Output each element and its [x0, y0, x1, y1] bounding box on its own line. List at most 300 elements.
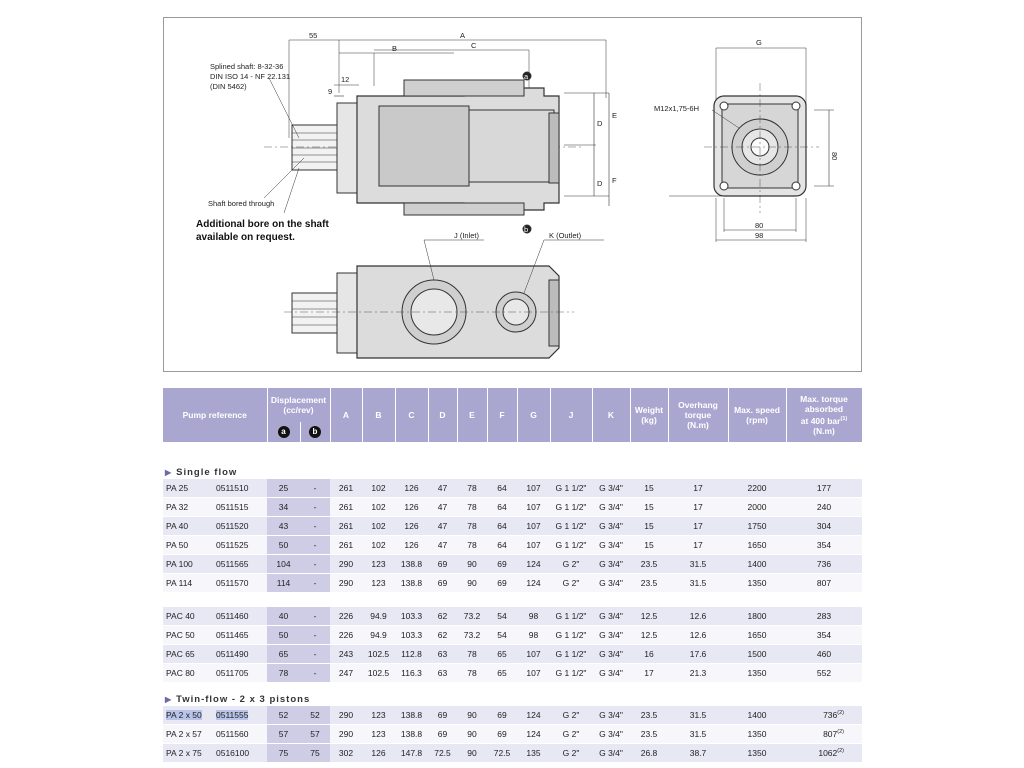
cell-e — [457, 498, 487, 517]
cell-k — [592, 706, 630, 725]
cell-value: 1500 — [747, 649, 767, 659]
cell-f — [487, 626, 517, 645]
cell-model — [163, 706, 213, 725]
cell-disp-a — [267, 607, 300, 626]
cell-value: 123 — [371, 559, 386, 569]
cell-value: 15 — [644, 540, 654, 550]
cell-k — [592, 744, 630, 763]
cell-value: 23.5 — [640, 578, 658, 588]
header-overhang-torque — [668, 388, 728, 442]
cell-max-speed — [728, 706, 786, 725]
cell-value: 1650 — [747, 540, 767, 550]
cell-value: 736 — [823, 710, 838, 720]
cell-value: 124 — [526, 578, 541, 588]
cell-code — [213, 574, 267, 593]
header-displacement-unit: (cc/rev) — [283, 405, 314, 415]
pump-spec-table — [163, 388, 863, 763]
cell-b — [362, 645, 395, 664]
cell-c — [395, 744, 428, 763]
cell-weight — [630, 479, 668, 498]
cell-value: PA 25 — [166, 483, 189, 493]
cell-max-torque — [786, 574, 862, 593]
cell-f — [487, 664, 517, 683]
cell-max-speed — [728, 536, 786, 555]
cell-value: PA 2 x 57 — [166, 729, 202, 739]
section-single-flow — [163, 456, 862, 479]
cell-max-speed — [728, 645, 786, 664]
cell-max-torque — [786, 626, 862, 645]
cell-max-speed — [728, 725, 786, 744]
cell-value: 123 — [371, 578, 386, 588]
cell-value: 102 — [371, 540, 386, 550]
cell-d — [428, 498, 457, 517]
cell-e — [457, 725, 487, 744]
cell-j — [550, 555, 592, 574]
cell-overhang-torque — [668, 645, 728, 664]
cell-disp-b — [300, 555, 330, 574]
cell-c — [395, 725, 428, 744]
cell-value: 98 — [528, 630, 539, 640]
cell-disp-a — [267, 498, 300, 517]
cell-d — [428, 479, 457, 498]
cell-c — [395, 607, 428, 626]
cell-b — [362, 555, 395, 574]
footnote-marker: (2) — [837, 748, 844, 755]
dim-9-label: 9 — [328, 87, 333, 96]
cell-d — [428, 626, 457, 645]
cell-value: 552 — [816, 668, 832, 678]
cell-disp-b — [300, 517, 330, 536]
header-f: F — [487, 388, 517, 442]
cell-disp-b — [300, 664, 330, 683]
cell-j — [550, 607, 592, 626]
section-twin-flow — [163, 683, 862, 706]
cell-value: G 1 1/2" — [555, 668, 587, 678]
cell-max-torque — [786, 555, 862, 574]
cell-value: 21.3 — [689, 668, 707, 678]
cell-value: G 2" — [562, 729, 580, 739]
cell-model — [163, 536, 213, 555]
cell-j — [550, 706, 592, 725]
cell-value: G 2" — [562, 748, 580, 758]
cell-value: 147.8 — [400, 748, 423, 758]
cell-overhang-torque — [668, 607, 728, 626]
cell-value: 23.5 — [640, 710, 658, 720]
cell-value: 47 — [437, 521, 448, 531]
cell-c — [395, 645, 428, 664]
technical-drawing — [163, 17, 862, 372]
cell-value: 69 — [497, 729, 507, 739]
port-a-marker: a — [524, 72, 529, 81]
dim-e-label: E — [612, 111, 618, 120]
cell-value: 0511525 — [216, 540, 249, 550]
cell-value: 103.3 — [400, 611, 423, 621]
cell-value: 0511465 — [216, 630, 249, 640]
cell-disp-b — [300, 536, 330, 555]
cell-value: 104 — [276, 559, 291, 569]
cell-value: 90 — [467, 748, 477, 758]
cell-value: 78 — [278, 668, 289, 678]
cell-overhang-torque — [668, 744, 728, 763]
cell-value: 0511515 — [216, 502, 249, 512]
cell-b — [362, 536, 395, 555]
cell-weight — [630, 725, 668, 744]
cell-disp-b — [300, 574, 330, 593]
cell-b — [362, 744, 395, 763]
cell-f — [487, 725, 517, 744]
cell-model — [163, 664, 213, 683]
cell-g — [517, 607, 550, 626]
cell-value: 72.5 — [434, 748, 451, 758]
cell-value: - — [313, 630, 317, 640]
cell-value: G 3/4" — [599, 611, 623, 621]
cell-g — [517, 574, 550, 593]
table-row — [163, 479, 862, 498]
cell-c — [395, 517, 428, 536]
cell-value: 15 — [644, 521, 654, 531]
cell-value: 243 — [338, 649, 354, 659]
cell-c — [395, 498, 428, 517]
cell-max-speed — [728, 555, 786, 574]
port-b-marker: b — [524, 225, 529, 234]
cell-value: - — [313, 521, 317, 531]
table-row — [163, 706, 862, 725]
cell-value: 2000 — [747, 502, 767, 512]
cell-value: 126 — [404, 483, 419, 493]
cell-value: 52 — [278, 710, 289, 720]
cell-j — [550, 645, 592, 664]
cell-value: G 3/4" — [599, 729, 623, 739]
section-twin-flow-title: Twin-flow - 2 x 3 pistons — [176, 694, 311, 705]
header-d: D — [428, 388, 457, 442]
cell-value: 107 — [526, 540, 541, 550]
section-arrow-icon: ▶ — [165, 468, 173, 477]
header-max-speed-unit: (rpm) — [746, 415, 768, 425]
cell-a — [330, 517, 362, 536]
dim-55-label: 55 — [309, 31, 318, 40]
cell-weight — [630, 607, 668, 626]
cell-weight — [630, 706, 668, 725]
cell-e — [457, 536, 487, 555]
cell-a — [330, 479, 362, 498]
cell-value: 17 — [693, 540, 703, 550]
cell-value: 69 — [437, 559, 448, 569]
cell-a — [330, 626, 362, 645]
cell-model — [163, 626, 213, 645]
cell-value: 34 — [278, 502, 289, 512]
header-overhang-unit: (N.m) — [687, 420, 709, 430]
cell-value: 43 — [278, 521, 289, 531]
cell-value: 69 — [497, 710, 507, 720]
cell-value: 69 — [497, 578, 507, 588]
header-g: G — [517, 388, 550, 442]
splined-shaft-label-1: Splined shaft: 8-32-36 — [210, 62, 284, 71]
cell-value: - — [313, 649, 317, 659]
cell-k — [592, 536, 630, 555]
cell-value: 460 — [816, 649, 832, 659]
cell-max-speed — [728, 664, 786, 683]
cell-value: 17.6 — [689, 649, 707, 659]
cell-a — [330, 645, 362, 664]
table-row — [163, 607, 862, 626]
cell-code — [213, 479, 267, 498]
cell-g — [517, 536, 550, 555]
cell-value: 124 — [526, 729, 541, 739]
cell-value: 23.5 — [640, 729, 658, 739]
cell-value: 73.2 — [463, 611, 481, 621]
cell-value: 78 — [467, 668, 477, 678]
cell-value: 0511560 — [216, 729, 249, 739]
cell-value: 0511490 — [216, 649, 249, 659]
cell-k — [592, 725, 630, 744]
cell-value: 0516100 — [216, 748, 250, 758]
cell-g — [517, 498, 550, 517]
cell-e — [457, 664, 487, 683]
cell-value: 65 — [278, 649, 289, 659]
table-row — [163, 574, 862, 593]
cell-value: 226 — [338, 611, 354, 621]
cell-overhang-torque — [668, 706, 728, 725]
cell-disp-a — [267, 479, 300, 498]
cell-value: 226 — [338, 630, 354, 640]
cell-e — [457, 744, 487, 763]
cell-value: PA 114 — [166, 578, 193, 588]
table-row — [163, 626, 862, 645]
cell-value: 102.5 — [367, 668, 390, 678]
dim-80-height-label: 80 — [830, 152, 839, 161]
section-single-flow-title: Single flow — [176, 467, 238, 478]
cell-disp-b — [300, 725, 330, 744]
cell-value: - — [313, 559, 317, 569]
cell-value: G 2" — [562, 578, 580, 588]
cell-value: 78 — [467, 483, 477, 493]
cell-value: 107 — [526, 521, 541, 531]
cell-code — [213, 706, 267, 725]
cell-code — [213, 626, 267, 645]
cell-value: G 3/4" — [599, 668, 623, 678]
cell-value: 52 — [310, 710, 320, 720]
cell-weight — [630, 555, 668, 574]
cell-k — [592, 517, 630, 536]
cell-code — [213, 607, 267, 626]
cell-f — [487, 555, 517, 574]
cell-value: PAC 80 — [166, 668, 195, 678]
cell-d — [428, 607, 457, 626]
cell-value: 1350 — [747, 578, 767, 588]
cell-value: 1062 — [818, 748, 838, 758]
cell-value: 78 — [467, 521, 477, 531]
cell-f — [487, 607, 517, 626]
cell-f — [487, 645, 517, 664]
cell-code — [213, 645, 267, 664]
cell-value: 135 — [526, 748, 541, 758]
cell-g — [517, 706, 550, 725]
cell-value: 47 — [437, 483, 448, 493]
cell-b — [362, 607, 395, 626]
header-e: E — [457, 388, 487, 442]
cell-value: G 1 1/2" — [555, 483, 587, 493]
cell-value: 63 — [437, 668, 448, 678]
header-overhang-label: Overhang — [678, 400, 718, 410]
cell-value: PA 100 — [166, 559, 193, 569]
cell-overhang-torque — [668, 626, 728, 645]
cell-weight — [630, 498, 668, 517]
cell-code — [213, 555, 267, 574]
cell-max-speed — [728, 574, 786, 593]
cell-b — [362, 706, 395, 725]
port-a-badge: a — [278, 426, 290, 438]
cell-d — [428, 574, 457, 593]
cell-value: 138.8 — [400, 729, 423, 739]
cell-value: 65 — [497, 668, 507, 678]
cell-b — [362, 626, 395, 645]
cell-e — [457, 479, 487, 498]
cell-value: G 3/4" — [599, 630, 623, 640]
cell-g — [517, 744, 550, 763]
cell-a — [330, 574, 362, 593]
table-row — [163, 744, 862, 763]
cell-f — [487, 744, 517, 763]
cell-a — [330, 664, 362, 683]
cell-code — [213, 744, 267, 763]
cell-value: 64 — [497, 521, 507, 531]
cell-value: 354 — [816, 540, 832, 550]
cell-disp-b — [300, 645, 330, 664]
cell-c — [395, 536, 428, 555]
cell-value: 107 — [526, 483, 541, 493]
cell-weight — [630, 664, 668, 683]
cell-value: - — [313, 578, 317, 588]
cell-value: G 3/4" — [599, 578, 623, 588]
cell-value: G 1 1/2" — [555, 502, 587, 512]
cell-model — [163, 744, 213, 763]
cell-value: G 3/4" — [599, 649, 623, 659]
table-row — [163, 536, 862, 555]
cell-c — [395, 555, 428, 574]
cell-value: 261 — [338, 483, 354, 493]
cell-value: 126 — [404, 540, 419, 550]
cell-max-torque — [786, 517, 862, 536]
cell-model — [163, 498, 213, 517]
cell-g — [517, 664, 550, 683]
header-weight-label: Weight — [634, 405, 664, 415]
cell-a — [330, 498, 362, 517]
cell-value: 90 — [467, 578, 477, 588]
cell-b — [362, 479, 395, 498]
cell-value: 90 — [467, 729, 477, 739]
cell-value: 0511555 — [216, 710, 249, 720]
cell-j — [550, 664, 592, 683]
cell-max-torque — [786, 607, 862, 626]
dim-f-label: F — [612, 176, 617, 185]
header-displacement — [267, 388, 330, 422]
cell-value: 69 — [437, 710, 448, 720]
cell-value: 15 — [644, 483, 654, 493]
cell-k — [592, 626, 630, 645]
cell-value: 57 — [310, 729, 320, 739]
cell-value: 261 — [338, 502, 354, 512]
cell-value: 12.6 — [689, 630, 707, 640]
cell-c — [395, 574, 428, 593]
cell-value: 75 — [278, 748, 289, 758]
cell-model — [163, 479, 213, 498]
cell-value: 261 — [338, 521, 354, 531]
cell-value: 38.7 — [689, 748, 707, 758]
cell-f — [487, 498, 517, 517]
cell-g — [517, 517, 550, 536]
cell-value: 23.5 — [640, 559, 658, 569]
pump-drawing-svg — [164, 18, 861, 371]
cell-max-speed — [728, 498, 786, 517]
cell-d — [428, 517, 457, 536]
cell-value: - — [313, 502, 317, 512]
table-row — [163, 645, 862, 664]
cell-value: G 2" — [562, 559, 580, 569]
thread-label: M12x1,75-6H — [654, 104, 700, 113]
cell-value: 240 — [816, 502, 832, 512]
cell-value: G 3/4" — [599, 540, 623, 550]
cell-overhang-torque — [668, 479, 728, 498]
cell-value: 123 — [371, 710, 386, 720]
cell-overhang-torque — [668, 555, 728, 574]
cell-value: 54 — [497, 630, 507, 640]
cell-k — [592, 574, 630, 593]
cell-model — [163, 607, 213, 626]
cell-value: 126 — [404, 502, 419, 512]
cell-value: 1350 — [747, 748, 767, 758]
cell-value: - — [313, 483, 317, 493]
cell-a — [330, 607, 362, 626]
cell-value: 283 — [816, 611, 832, 621]
header-max-torque-label-2: absorbed — [804, 404, 844, 415]
cell-value: 31.5 — [689, 559, 707, 569]
dim-a-label: A — [460, 31, 466, 40]
splined-shaft-label-3: (DIN 5462) — [210, 82, 247, 91]
cell-d — [428, 645, 457, 664]
cell-disp-a — [267, 517, 300, 536]
cell-weight — [630, 626, 668, 645]
cell-c — [395, 626, 428, 645]
cell-value: 15 — [644, 502, 654, 512]
cell-value: 102 — [371, 483, 386, 493]
cell-g — [517, 725, 550, 744]
header-pump-reference: Pump reference — [163, 388, 267, 442]
cell-a — [330, 744, 362, 763]
cell-g — [517, 555, 550, 574]
cell-value: 78 — [467, 649, 477, 659]
cell-d — [428, 664, 457, 683]
cell-value: G 3/4" — [599, 483, 623, 493]
cell-value: 107 — [526, 502, 541, 512]
cell-value: 807 — [816, 578, 832, 588]
cell-value: G 2" — [562, 710, 580, 720]
cell-f — [487, 479, 517, 498]
cell-value: G 3/4" — [599, 521, 623, 531]
cell-value: G 1 1/2" — [555, 611, 587, 621]
cell-value: PA 2 x 75 — [166, 748, 202, 758]
header-j: J — [550, 388, 592, 442]
header-max-torque-label-3: at 400 bar — [800, 415, 841, 426]
cell-value: 17 — [693, 502, 703, 512]
cell-disp-b — [300, 706, 330, 725]
cell-disp-b — [300, 744, 330, 763]
cell-disp-a — [267, 536, 300, 555]
cell-k — [592, 479, 630, 498]
cell-value: PAC 65 — [166, 649, 195, 659]
table-row — [163, 725, 862, 744]
cell-value: 302 — [338, 748, 354, 758]
cell-value: 124 — [526, 559, 541, 569]
